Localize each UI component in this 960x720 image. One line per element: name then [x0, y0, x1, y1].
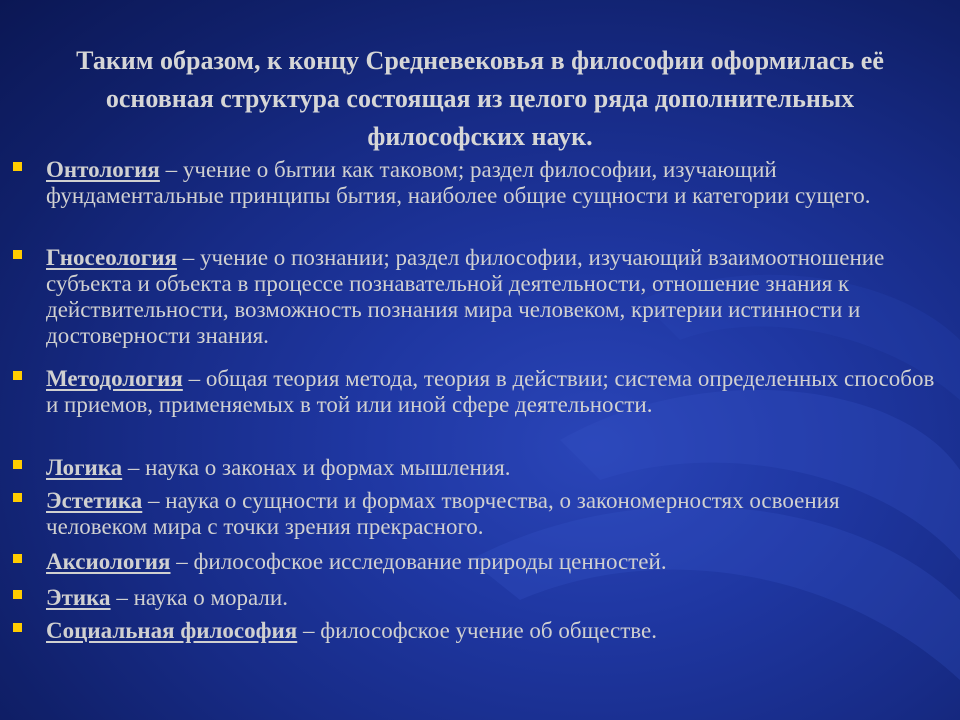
term-ethics: Этика: [46, 585, 111, 610]
term-gnoseology: Гносеология: [46, 245, 177, 270]
definition-gnoseology: – учение о познании; раздел философии, изучающий взаимоотношение субъекта и объекта в процессе познавательной деятельности, отношение знания к действительности, возможность познания мира человеком, критерии истинности и достоверности знания.: [46, 245, 885, 348]
term-social-philosophy: Социальная философия: [46, 618, 298, 643]
list-item-methodology: [46, 366, 946, 418]
definition-ontology: – учение о бытии как таковом; раздел философии, изучающий фундаментальные принципы бытия, наиболее общие сущности и категории сущего.: [46, 157, 871, 208]
square-bullet-icon: [13, 460, 22, 469]
slide-title: Таким образом, к концу Средневековья в философии оформилась её основная структура состоящая из целого ряда дополнительных философских наук.: [76, 46, 884, 151]
list-item-aesthetics: [46, 488, 946, 540]
term-methodology: Методология: [46, 366, 183, 391]
term-aesthetics: Эстетика: [46, 488, 143, 513]
square-bullet-icon: [13, 371, 22, 380]
term-ontology: Онтология: [46, 157, 160, 182]
term-logic: Логика: [46, 455, 123, 480]
list-item-gnoseology: [46, 245, 946, 349]
definition-social-philosophy: – философское учение об обществе.: [297, 618, 657, 643]
list-item-axiology: [46, 549, 946, 575]
definition-aesthetics: – наука о сущности и формах творчества, о закономерностях освоения человеком мира с точки зрения прекрасного.: [46, 488, 840, 539]
square-bullet-icon: [13, 250, 22, 259]
term-axiology: Аксиология: [46, 549, 171, 574]
square-bullet-icon: [13, 623, 22, 632]
definition-logic: – наука о законах и формах мышления.: [122, 455, 511, 480]
square-bullet-icon: [13, 590, 22, 599]
square-bullet-icon: [13, 554, 22, 563]
definition-axiology: – философское исследование природы ценностей.: [170, 549, 667, 574]
list-item-logic: [46, 455, 946, 481]
definition-ethics: – наука о морали.: [110, 585, 288, 610]
square-bullet-icon: [13, 162, 22, 171]
square-bullet-icon: [13, 493, 22, 502]
list-item-ontology: [46, 157, 946, 209]
definition-methodology: – общая теория метода, теория в действии; система определенных способов и приемов, применяемых в той или иной сфере деятельности.: [46, 366, 935, 417]
list-item-ethics: [46, 585, 946, 611]
list-item-social-philosophy: [46, 618, 946, 644]
